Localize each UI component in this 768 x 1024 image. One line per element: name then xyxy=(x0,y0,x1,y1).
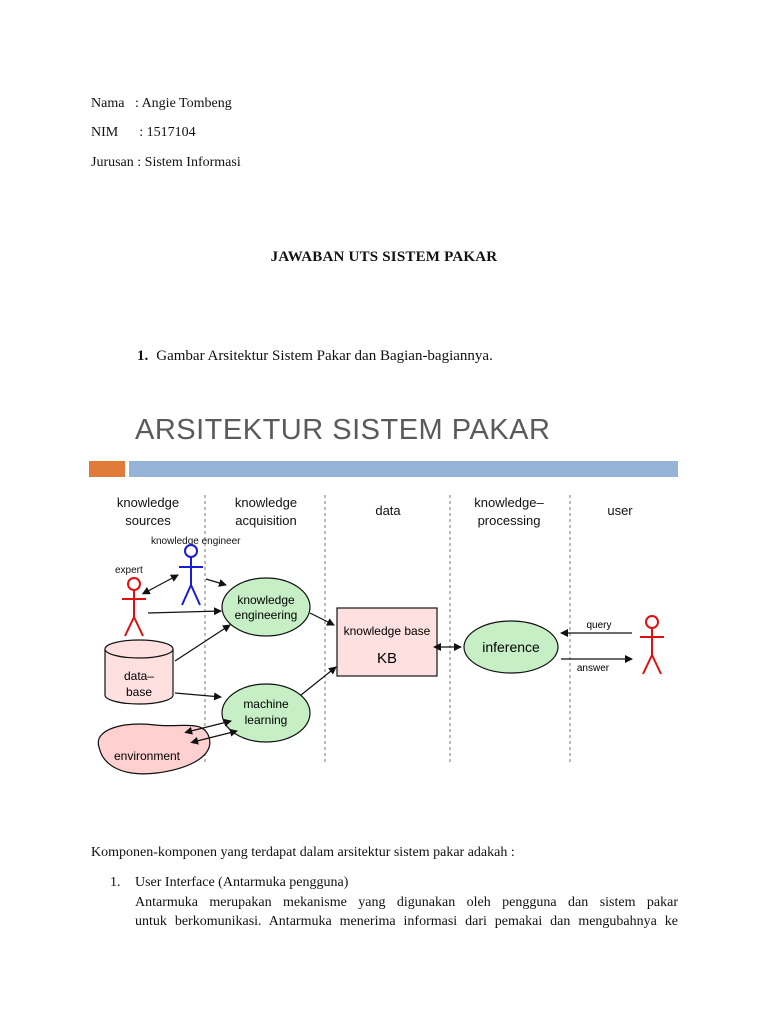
student-major-row: Jurusan : Sistem Informasi xyxy=(91,155,241,170)
question-number: 1. xyxy=(137,348,149,364)
user-figure xyxy=(640,616,664,674)
col-data: data xyxy=(375,503,401,518)
knowledge-engineer-figure xyxy=(179,545,203,605)
name-label: Nama xyxy=(91,96,125,111)
col-knowledge-processing-line2: processing xyxy=(477,513,541,528)
knowledge-engineering-line2: engineering xyxy=(234,608,298,622)
document-title: JAWABAN UTS SISTEM PAKAR xyxy=(270,249,498,265)
knowledge-base-label: knowledge base xyxy=(343,624,431,638)
environment-label: environment xyxy=(113,749,181,763)
inference-label: inference xyxy=(482,639,540,655)
col-knowledge-acquisition-line2: acquisition xyxy=(235,513,297,528)
kb-label: KB xyxy=(376,650,398,667)
col-knowledge-sources-line1: knowledge xyxy=(116,495,180,510)
database-label-line1: data– xyxy=(123,669,155,683)
accent-block xyxy=(89,461,125,477)
item-1-line-1: Antarmuka merupakan mekanisme yang digunakan oleh pengguna dan sistem pakar xyxy=(135,895,678,910)
architecture-diagram xyxy=(85,395,685,785)
database-label-line2: base xyxy=(125,685,153,699)
major-label: Jurusan xyxy=(91,155,134,170)
machine-learning-line1: machine xyxy=(243,697,289,711)
col-knowledge-sources-line2: sources xyxy=(125,513,171,528)
col-user: user xyxy=(607,503,633,518)
col-knowledge-processing-line1: knowledge– xyxy=(474,495,544,510)
student-nim-row: NIM : 1517104 xyxy=(91,125,196,140)
col-knowledge-acquisition-line1: knowledge xyxy=(234,495,298,510)
name-value: Angie Tombeng xyxy=(141,96,232,111)
header-bar xyxy=(129,461,678,477)
query-label: query xyxy=(586,620,612,631)
architecture-figure xyxy=(85,395,685,790)
nim-value: 1517104 xyxy=(146,125,196,140)
expert-label: expert xyxy=(115,565,143,576)
knowledge-engineering-node xyxy=(222,578,310,636)
student-name-row: Nama : Angie Tombeng xyxy=(91,96,232,111)
answer-label: answer xyxy=(576,663,610,674)
machine-learning-line2: learning xyxy=(244,713,288,727)
nim-label: NIM xyxy=(91,125,119,140)
item-1-line-2: untuk berkomunikasi. Antarmuka menerima informasi dari pemakai dan mengubahnya ke xyxy=(135,914,678,929)
question-text: Gambar Arsitektur Sistem Pakar dan Bagian-bagiannya. xyxy=(156,348,493,364)
figure-heading: ARSITEKTUR SISTEM PAKAR xyxy=(135,414,551,446)
item-1-heading: User Interface (Antarmuka pengguna) xyxy=(135,875,349,890)
components-intro: Komponen-komponen yang terdapat dalam arsitektur sistem pakar adakah : xyxy=(91,845,515,860)
knowledge-engineering-line1: knowledge xyxy=(237,593,295,607)
item-1-body xyxy=(135,893,678,931)
expert-figure xyxy=(122,578,146,636)
question-1 xyxy=(137,348,493,365)
item-1-number: 1. xyxy=(110,875,121,890)
knowledge-engineer-label: knowledge engineer xyxy=(151,536,241,547)
major-value: Sistem Informasi xyxy=(144,155,241,170)
